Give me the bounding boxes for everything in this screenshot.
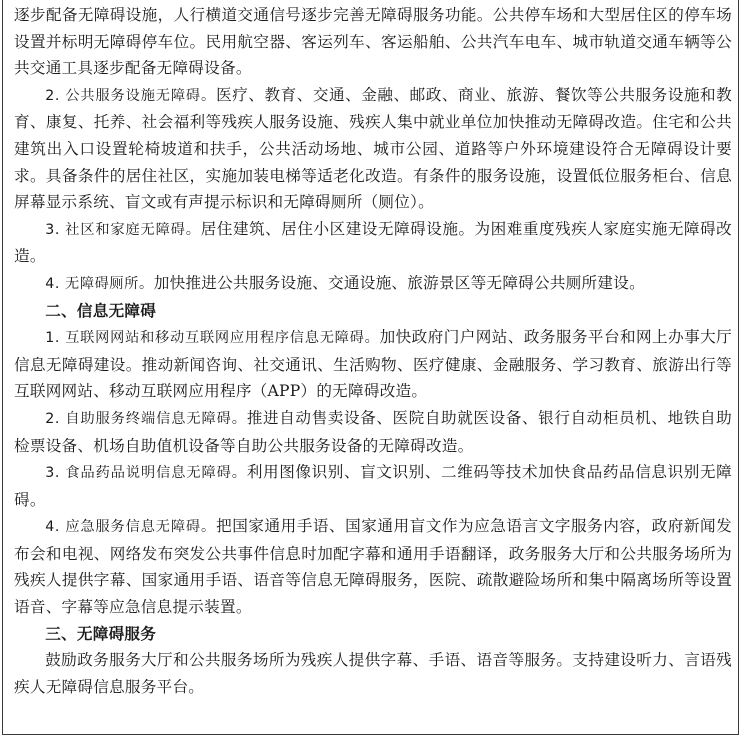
document-body: [14, 2, 732, 700]
intro-paragraph: 逐步配备无障碍设施，人行横道交通信号逐步完善无障碍服务功能。公共停车场和大型居住区的停车场设置并标明无障碍停车位。民用航空器、客运列车、客运船舶、公共汽车电车、城市轨道交通车辆等公共交通工具逐步配备无障碍设备。: [14, 6, 732, 78]
item-title: 3. 食品药品说明信息无障碍。: [45, 465, 247, 482]
section-heading-services: 三、无障碍服务: [45, 624, 157, 643]
item-internet-apps: [14, 324, 732, 405]
section-heading-information: 二、信息无障碍: [45, 301, 157, 320]
item-self-service-terminals: [14, 405, 732, 459]
item-text: 医疗、教育、交通、金融、邮政、商业、旅游、餐饮等公共服务设施和教育、康复、托养、社会福利等残疾人服务设施、残疾人集中就业单位加快推动无障碍改造。住宅和公共建筑出入口设置轮椅坡道和扶手，公共活动场地、城市公园、道路等户外环境建设符合无障碍设计要求。具备条件的居住社区，实施加装电梯等适老化改造。有条件的服务设施，设置低位服务柜台、信息屏幕显示系统、盲文或有声提示标识和无障碍厕所（厕位）。: [14, 85, 732, 212]
item-title: 1. 互联网网站和移动互联网应用程序信息无障碍。: [45, 330, 380, 347]
item-title: 4. 应急服务信息无障碍。: [45, 519, 217, 536]
item-title: 2. 自助服务终端信息无障碍。: [45, 410, 247, 427]
item-title: 4. 无障碍厕所。: [45, 275, 154, 292]
item-title: 3. 社区和家庭无障碍。: [45, 221, 201, 238]
item-text: 利用图像识别、盲文识别、二维码等技术加快食品药品信息识别无障碍。: [14, 463, 732, 509]
item-text: 加快政府门户网站、政务服务平台和网上办事大厅信息无障碍建设。推动新闻咨询、社交通讯、生活购物、医疗健康、金融服务、学习教育、旅游出行等互联网网站、移动互联网应用程序（APP）的无障碍改造。: [14, 328, 732, 401]
item-community-home: [14, 216, 732, 270]
item-title: 2. 公共服务设施无障碍。: [45, 87, 217, 104]
item-food-drug-info: [14, 459, 732, 513]
item-emergency-info: [14, 513, 732, 620]
item-public-service-facilities: [14, 82, 732, 216]
item-accessible-toilet: [14, 270, 732, 298]
item-text: 加快推进公共服务设施、交通设施、旅游景区等无障碍公共厕所建设。: [153, 273, 645, 292]
item-text: 居住建筑、居住小区建设无障碍设施。为困难重度残疾人家庭实施无障碍改造。: [14, 219, 732, 266]
services-paragraph: 鼓励政务服务大厅和公共服务场所为残疾人提供字幕、手语、语音等服务。支持建设听力、言语残疾人无障碍信息服务平台。: [14, 651, 732, 696]
item-text: 把国家通用手语、国家通用盲文作为应急语言文字服务内容，政府新闻发布会和电视、网络发布突发公共事件信息时加配字幕和通用手语翻译，政务服务大厅和公共服务场所为残疾人提供字幕、国家通用手语、语音等信息无障碍服务，医院、疏散避险场所和集中隔离场所等设置语音、字幕等应急信息提示装置。: [14, 517, 732, 617]
item-text: 推进自动售卖设备、医院自助就医设备、银行自动柜员机、地铁自助检票设备、机场自助值机设备等自助公共服务设备的无障碍改造。: [14, 408, 732, 455]
